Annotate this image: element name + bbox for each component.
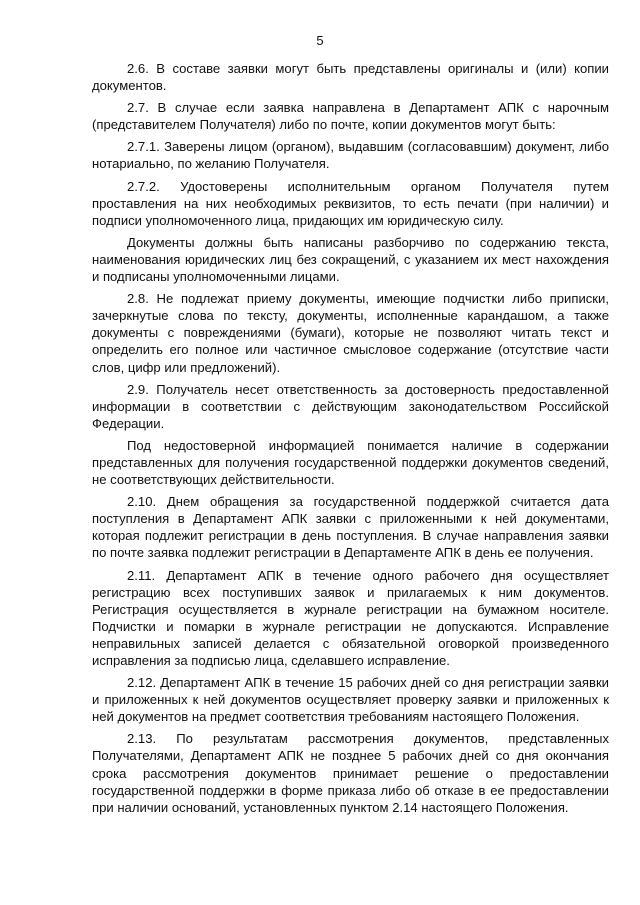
paragraph-2-8: 2.8. Не подлежат приему документы, имеющие подчистки либо приписки, зачеркнутые слова по тексту, документы, исполненные карандашом, а также документы с повреждениями (бумаги), которые не позволяют читать текст и определить его полное или частичное смысловое содержание (отсутствие части слов, цифр или предложений). xyxy=(92,291,609,375)
paragraph-2-7-2: 2.7.2. Удостоверены исполнительным органом Получателя путем проставления на них необходимых реквизитов, то есть печати (при наличии) и подписи уполномоченного лица, придающих им юридическую силу. xyxy=(92,178,609,228)
paragraph-2-12: 2.12. Департамент АПК в течение 15 рабочих дней со дня регистрации заявки и приложенных к ней документов осуществляет проверку заявки и приложенных к ней документов на предмет соответствия требованиям настоящего Положения. xyxy=(92,675,609,725)
paragraph-inaccurate-information: Под недостоверной информацией понимается наличие в содержании представленных для получения государственной поддержки документов сведений, не соответствующих действительности. xyxy=(92,437,609,488)
paragraph-2-10: 2.10. Днем обращения за государственной поддержкой считается дата поступления в Департамент АПК заявки с приложенными к ней документами, которая подлежит регистрации в день поступления. В случае направления заявки по почте заявка подлежит регистрации в Департаменте АПК в день ее получения. xyxy=(92,494,609,561)
paragraph-document-requirements: Документы должны быть написаны разборчиво по содержанию текста, наименования юридических лиц без сокращений, с указанием их мест нахождения и подписаны уполномоченными лицами. xyxy=(92,234,609,285)
paragraph-2-7: 2.7. В случае если заявка направлена в Департамент АПК с нарочным (представителем Получателя) либо по почте, копии документов могут быть: xyxy=(92,100,609,133)
paragraph-2-9: 2.9. Получатель несет ответственность за достоверность предоставленной информации в соответствии с действующим законодательством Российской Федерации. xyxy=(92,381,609,431)
paragraph-2-6: 2.6. В составе заявки могут быть представлены оригиналы и (или) копии документов. xyxy=(92,61,609,94)
paragraph-2-11: 2.11. Департамент АПК в течение одного рабочего дня осуществляет регистрацию всех поступивших заявок и прилагаемых к ним документов. Регистрация осуществляется в журнале регистрации на бумажном носителе. Подчистки и помарки в журнале регистрации не допускаются. Исправление неправильных записей делается с обязательной оговоркой произведенного исправления за подписью лица, сделавшего исправление. xyxy=(92,567,609,668)
page-number: 5 xyxy=(316,33,324,48)
document-body xyxy=(92,60,609,821)
paragraph-2-13: 2.13. По результатам рассмотрения документов, представленных Получателями, Департамент АПК не позднее 5 рабочих дней со дня окончания срока рассмотрения документов принимает решение о предоставлении государственной поддержки в форме приказа либо об отказе в ее предоставлении при наличии оснований, установленных пунктом 2.14 настоящего Положения. xyxy=(92,731,609,815)
paragraph-2-7-1: 2.7.1. Заверены лицом (органом), выдавшим (согласовавшим) документ, либо нотариально, по желанию Получателя. xyxy=(92,139,609,172)
